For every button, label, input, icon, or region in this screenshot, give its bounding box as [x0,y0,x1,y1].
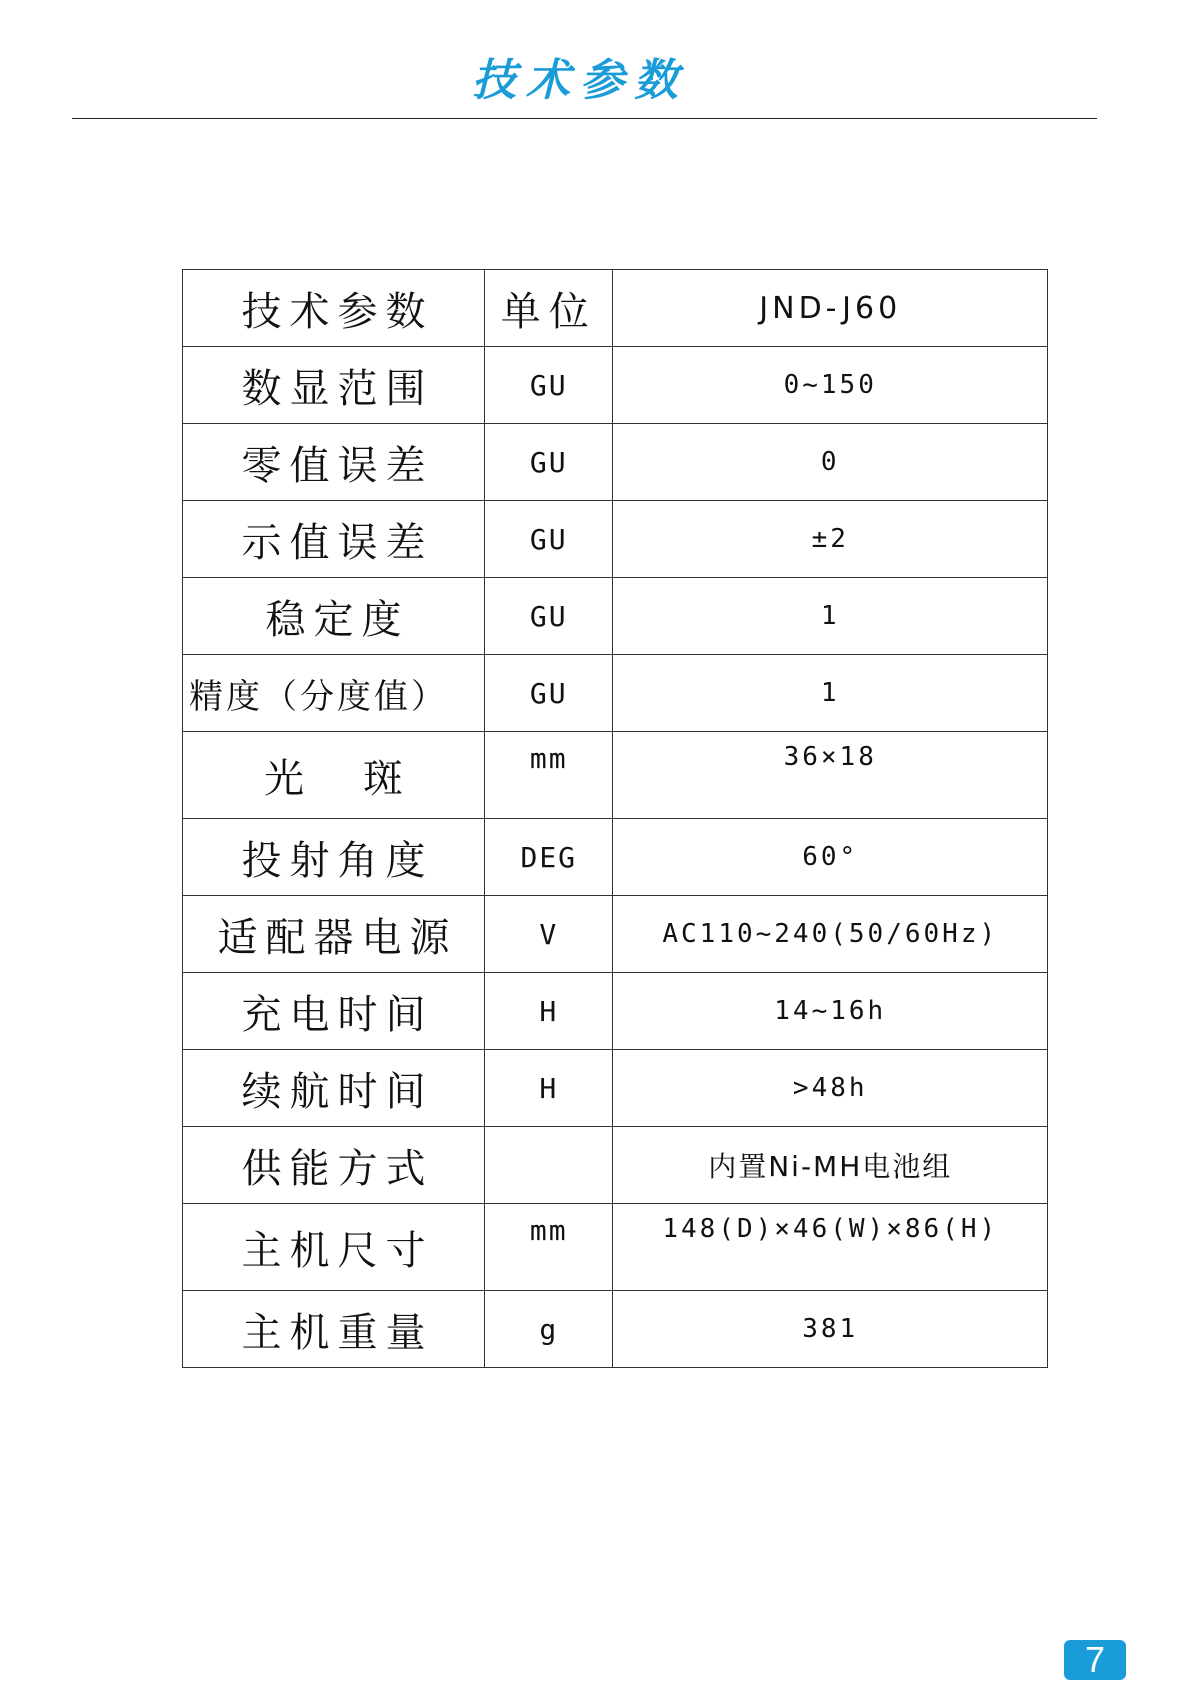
row-param: 精度（分度值） [183,655,485,732]
row-value: 1 [613,655,1048,732]
table-row [183,655,1048,732]
row-unit: H [485,1050,613,1127]
row-unit: mm [485,732,613,819]
table-row [183,1204,1048,1291]
row-unit: DEG [485,819,613,896]
table-row [183,578,1048,655]
table-row [183,973,1048,1050]
row-param: 稳定度 [183,578,485,655]
row-value: 0 [613,424,1048,501]
title-divider [72,118,1097,119]
table-row [183,347,1048,424]
row-value: 60° [613,819,1048,896]
row-unit: GU [485,578,613,655]
row-param: 投射角度 [183,819,485,896]
header-param: 技术参数 [183,270,485,347]
row-value: AC110~240(50/60Hz) [613,896,1048,973]
row-param: 适配器电源 [183,896,485,973]
row-param: 数显范围 [183,347,485,424]
row-unit: mm [485,1204,613,1291]
row-value: ±2 [613,501,1048,578]
row-value: 内置Ni-MH电池组 [613,1127,1048,1204]
table-row [183,819,1048,896]
header-unit: 单位 [485,270,613,347]
row-unit: g [485,1291,613,1368]
row-value: 148(D)×46(W)×86(H) [613,1204,1048,1291]
row-unit: H [485,973,613,1050]
table-row [183,501,1048,578]
row-unit: GU [485,424,613,501]
table-row [183,424,1048,501]
page-number-badge: 7 [1064,1640,1126,1680]
row-value: 381 [613,1291,1048,1368]
table-row [183,1050,1048,1127]
row-param: 零值误差 [183,424,485,501]
row-param: 充电时间 [183,973,485,1050]
row-unit: GU [485,655,613,732]
row-unit: V [485,896,613,973]
row-value: 1 [613,578,1048,655]
row-param: 主机尺寸 [183,1204,485,1291]
table-row [183,1127,1048,1204]
table-row [183,732,1048,819]
table-row [183,1291,1048,1368]
row-param: 示值误差 [183,501,485,578]
page-title: 技术参数 [472,55,688,106]
row-value: >48h [613,1050,1048,1127]
row-param: 主机重量 [183,1291,485,1368]
row-value: 14~16h [613,973,1048,1050]
spec-table [182,269,1048,1368]
table-row [183,896,1048,973]
row-param: 供能方式 [183,1127,485,1204]
header-model: JND-J60 [613,270,1048,347]
row-unit: GU [485,347,613,424]
row-unit: GU [485,501,613,578]
row-value: 36×18 [613,732,1048,819]
table-header-row [183,270,1048,347]
row-param: 续航时间 [183,1050,485,1127]
row-param: 光 斑 [183,732,485,819]
row-unit [485,1127,613,1204]
row-value: 0~150 [613,347,1048,424]
